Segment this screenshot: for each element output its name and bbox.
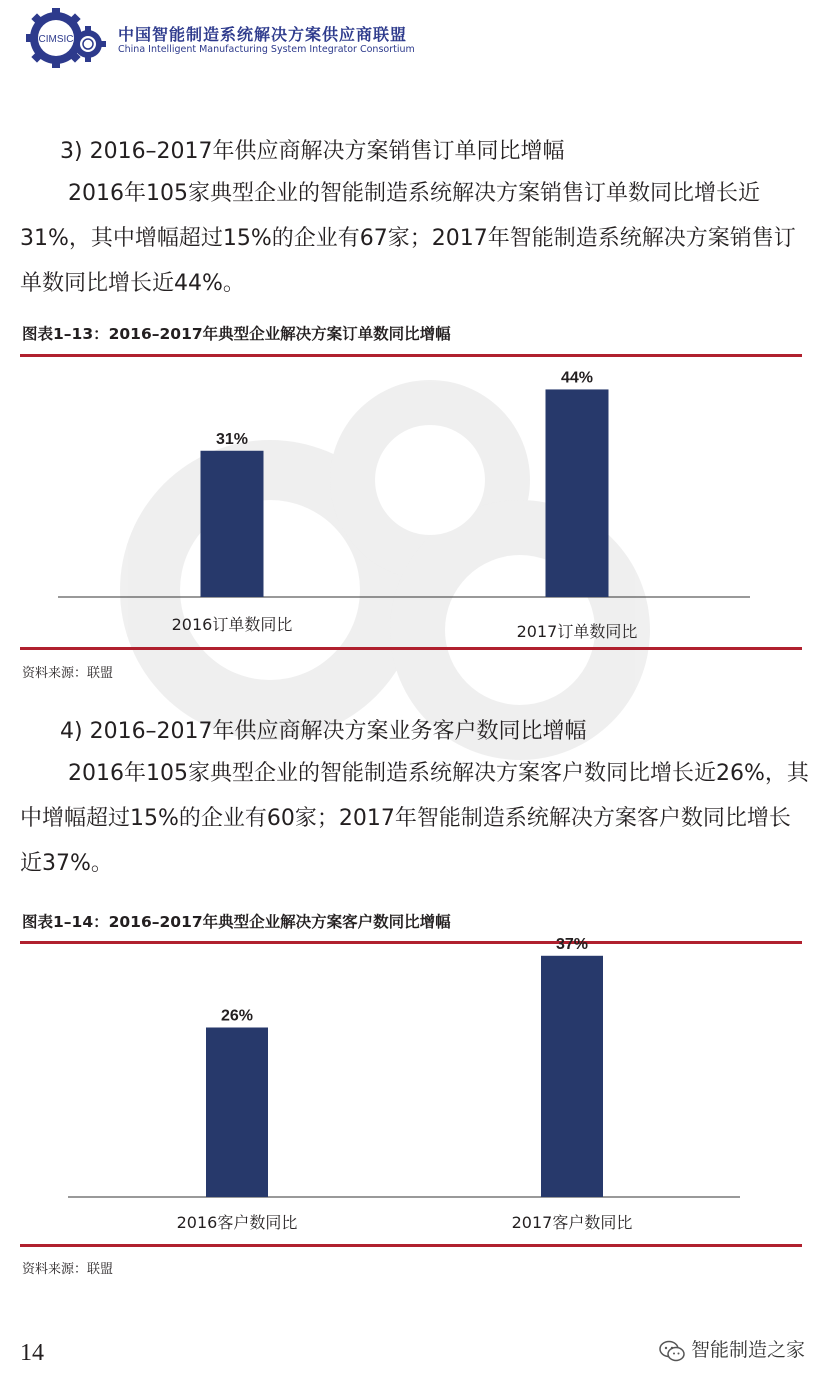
figure-14-top-rule (20, 941, 802, 944)
org-name-en: China Intelligent Manufacturing System Integrator Consortium (118, 44, 415, 55)
data-label-1: 31% (215, 430, 249, 448)
section-4-heading: 4) 2016–2017年供应商解决方案业务客户数同比增幅 (60, 719, 587, 744)
bar-1 (201, 451, 264, 597)
figure-14-source: 资料来源：联盟 (22, 1262, 114, 1277)
wechat-icon (659, 1340, 685, 1362)
bar-2 (546, 389, 609, 597)
page-header (18, 4, 438, 72)
figure-14-title: 图表1–14：2016–2017年典型企业解决方案客户数同比增幅 (22, 913, 451, 931)
org-name-cn: 中国智能制造系统解决方案供应商联盟 (118, 25, 408, 44)
section-3-paragraph: 2016年105家典型企业的智能制造系统解决方案销售订单数同比增长近31%，其中增幅超过15%的企业有67家；2017年智能制造系统解决方案销售订单数同比增长近44%。 (20, 181, 796, 296)
data-label-2: 37% (555, 935, 589, 953)
category-label-1: 2016客户数同比 (176, 1213, 298, 1232)
figure-13-top-rule (20, 354, 802, 357)
section-3-heading: 3) 2016–2017年供应商解决方案销售订单同比增幅 (60, 139, 565, 164)
bar-1 (206, 1027, 268, 1197)
category-label-1: 2016订单数同比 (171, 615, 293, 634)
category-label-2: 2017订单数同比 (516, 622, 638, 641)
cimsic-gear-logo-icon (18, 4, 110, 72)
brand-text: 智能制造之家 (690, 1339, 805, 1361)
section-4-paragraph: 2016年105家典型企业的智能制造系统解决方案客户数同比增长近26%，其中增幅超过15%的企业有60家；2017年智能制造系统解决方案客户数同比增长近37%。 (20, 761, 809, 876)
data-label-2: 44% (560, 369, 594, 387)
category-label-2: 2017客户数同比 (511, 1213, 633, 1232)
figure-13-title: 图表1–13：2016–2017年典型企业解决方案订单数同比增幅 (22, 325, 451, 343)
figure-14-bottom-rule (20, 1244, 802, 1247)
figure-13-chart (20, 360, 802, 645)
brand-attribution (659, 1335, 805, 1362)
logo-text: CIMSIC (38, 34, 74, 45)
figure-14-chart (20, 935, 802, 1241)
page-number: 14 (20, 1340, 44, 1366)
figure-13-bottom-rule (20, 647, 802, 650)
data-label-1: 26% (220, 1007, 254, 1025)
figure-13-source: 资料来源：联盟 (22, 666, 114, 681)
bar-2 (541, 956, 603, 1197)
